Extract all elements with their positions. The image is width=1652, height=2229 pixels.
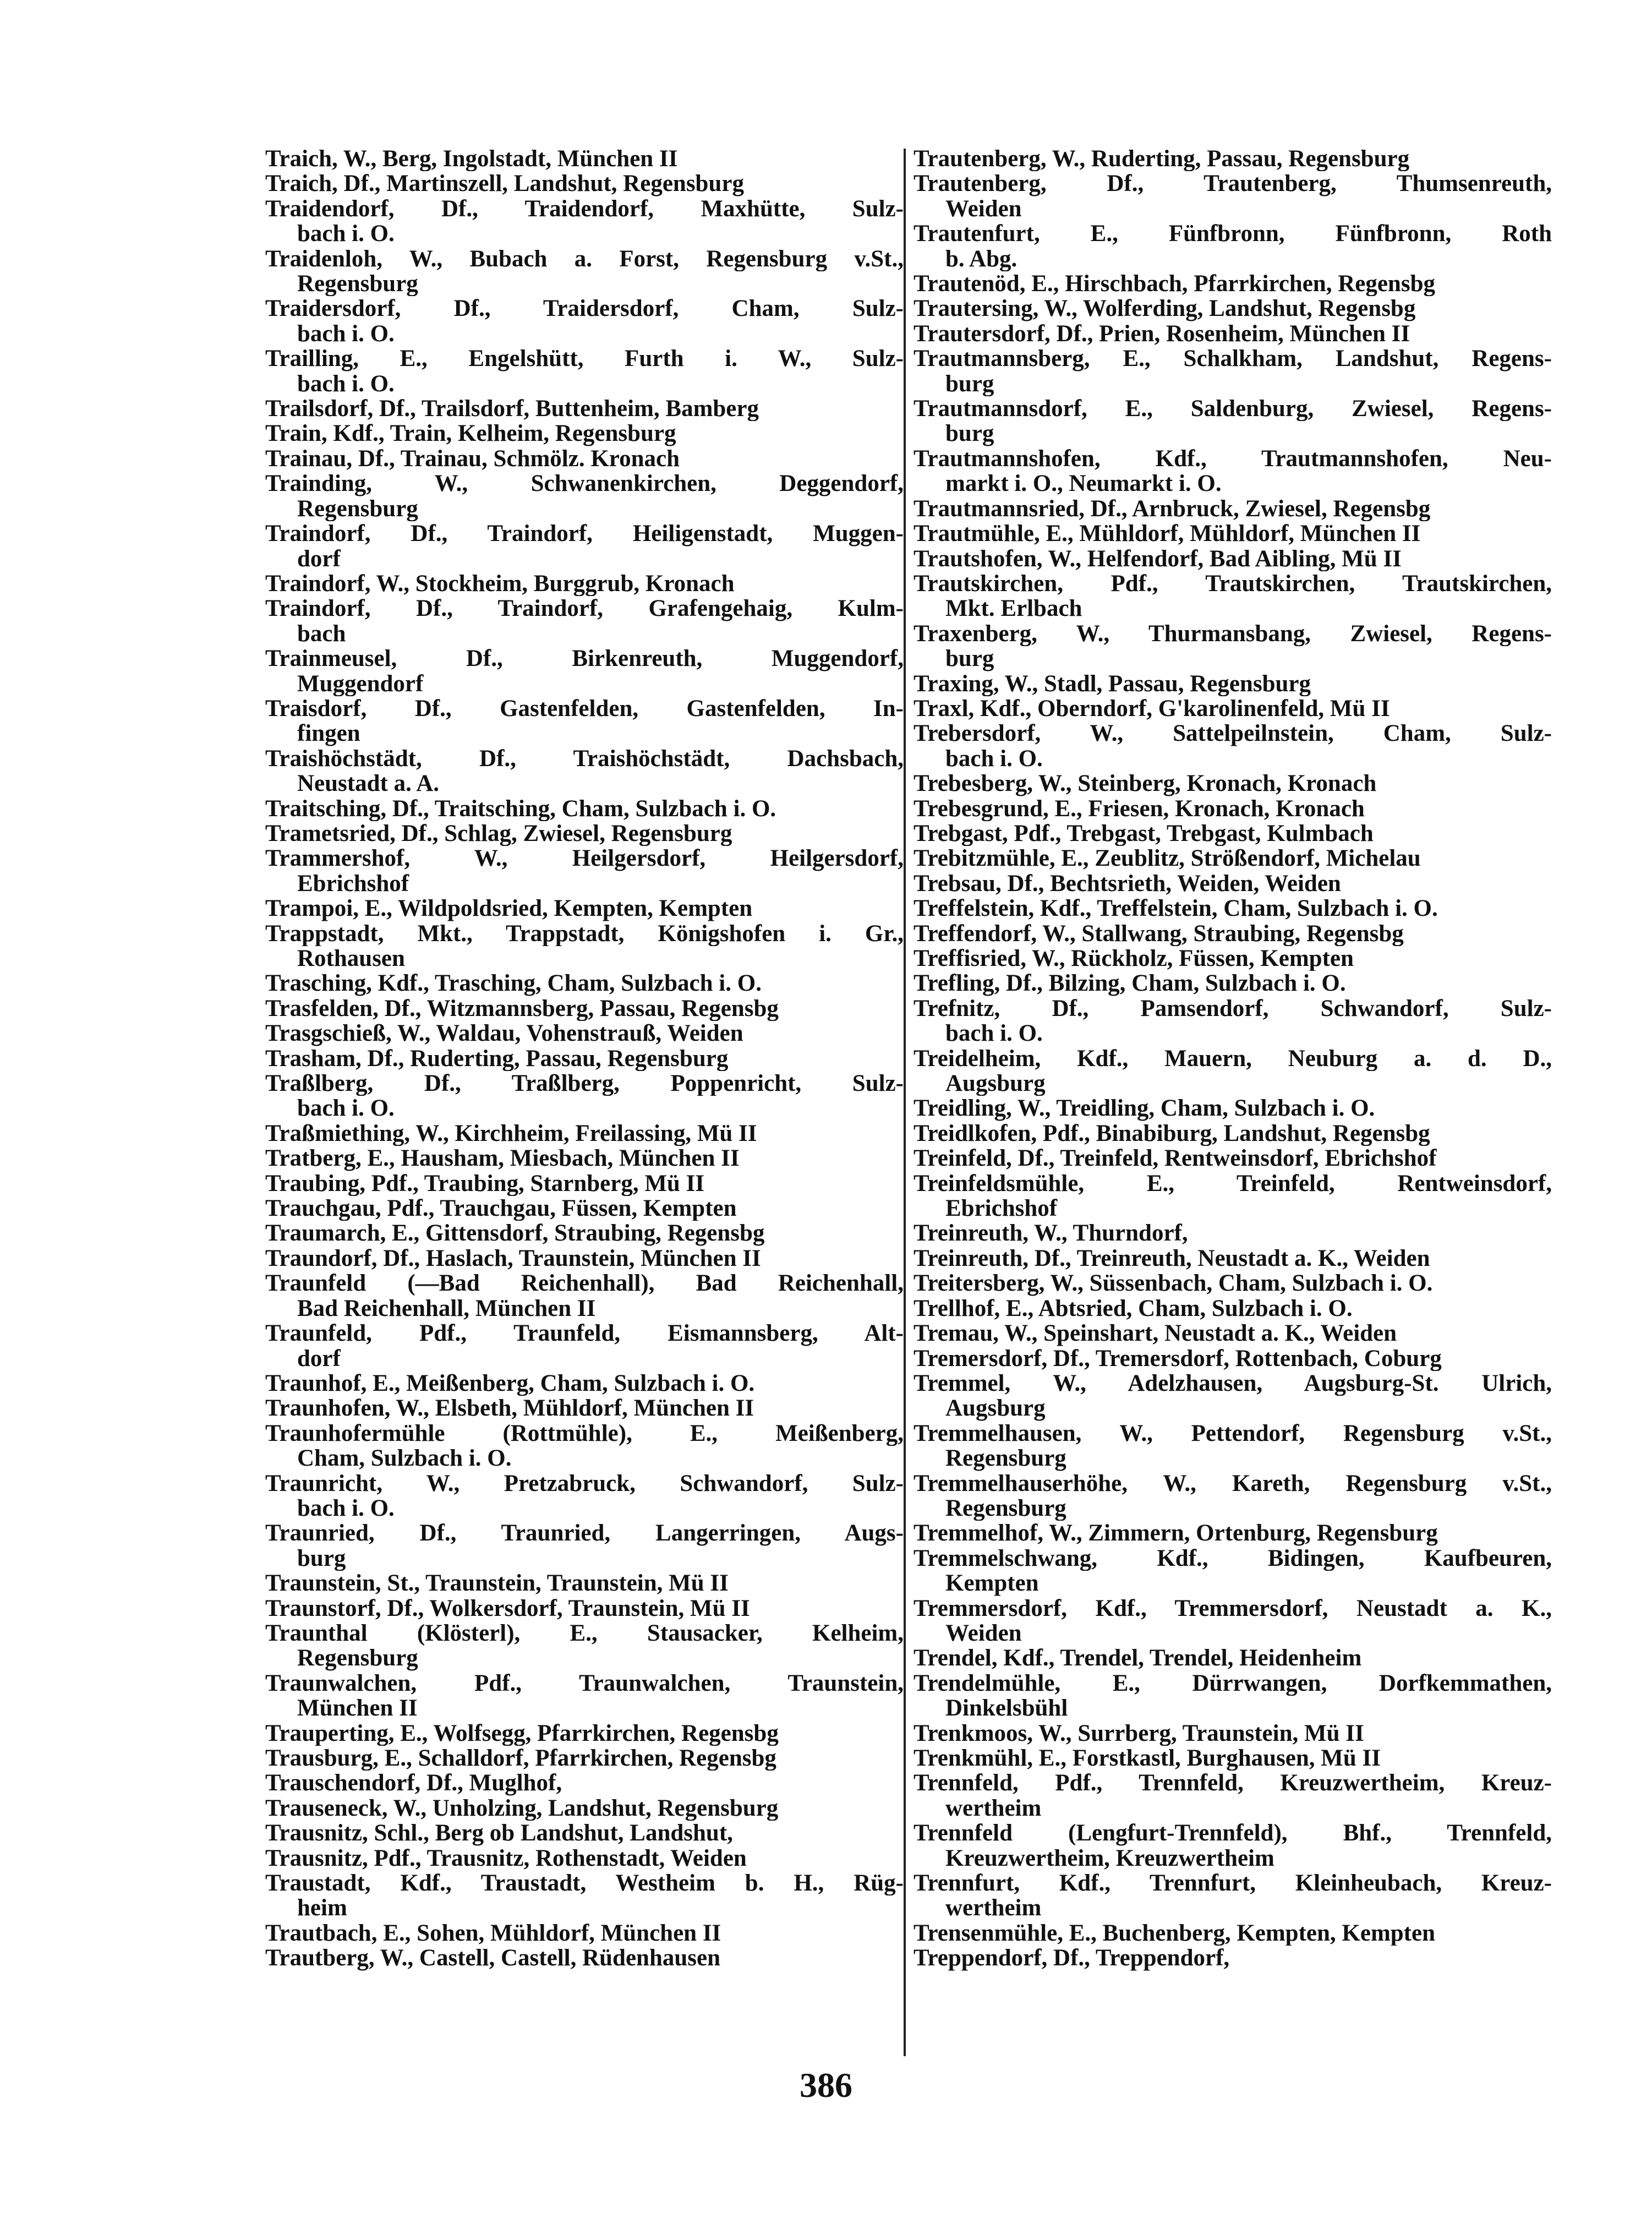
entry-line: Trappstadt, Mkt., Trappstadt, Königshofen i. Gr., [265,921,904,946]
gazetteer-entry [265,346,904,396]
gazetteer-entry [265,196,904,247]
entry-line: Traindorf, W., Stockheim, Burggrub, Kronach [265,571,735,597]
gazetteer-entry [265,1021,904,1046]
gazetteer-entry [265,1671,904,1721]
gazetteer-entry [913,1146,1552,1171]
entry-line: Traxl, Kdf., Oberndorf, G'karolinenfeld, Mü II [913,696,1390,722]
gazetteer-entry [265,521,904,571]
entry-line: Treinfeld, Df., Treinfeld, Rentweinsdorf, Ebrichshof [913,1146,1437,1171]
entry-continuation-line: Ebrichshof [945,1196,1058,1221]
entry-line: Trausnitz, Schl., Berg ob Landshut, Landshut, [265,1821,733,1846]
entry-continuation-line: bach [297,621,346,647]
entry-continuation-line: bach i. O. [297,1096,395,1121]
gazetteer-entry [913,971,1552,996]
gazetteer-entry [265,1946,904,1970]
gazetteer-entry [913,346,1552,396]
gazetteer-entry [913,321,1552,346]
gazetteer-entry [265,996,904,1021]
gazetteer-entry [265,1121,904,1146]
gazetteer-entry [265,696,904,746]
entry-line: Trampoi, E., Wildpoldsried, Kempten, Kempten [265,896,753,921]
gazetteer-entry [265,421,904,446]
entry-continuation-line: bach i. O. [297,321,395,347]
entry-line: Traunfeld, Pdf., Traunfeld, Eismannsberg, Alt- [265,1321,904,1346]
gazetteer-entry [265,247,904,297]
entry-line: Treffendorf, W., Stallwang, Straubing, Regensbg [913,921,1404,946]
entry-line: Trautmannsried, Df., Arnbruck, Zwiesel, Regensbg [913,496,1431,522]
entry-continuation-line: Kempten [945,1571,1039,1596]
entry-continuation-line: Augsburg [945,1396,1046,1421]
entry-continuation-line: Dinkelsbühl [945,1696,1068,1721]
entry-line: Tremmelschwang, Kdf., Bidingen, Kaufbeuren, [913,1545,1552,1571]
entry-line: Traich, Df., Martinszell, Landshut, Regensburg [265,171,744,196]
entry-continuation-line: wertheim [945,1895,1042,1921]
entry-line: Trenkmühl, E., Forstkastl, Burghausen, Mü II [913,1746,1381,1771]
entry-line: Trainding, W., Schwanenkirchen, Deggendorf, [265,471,904,496]
gazetteer-entry [265,1221,904,1245]
entry-line: Trausburg, E., Schalldorf, Pfarrkirchen, Regensbg [265,1746,776,1771]
gazetteer-entry [265,1421,904,1471]
gazetteer-entry [913,671,1552,696]
entry-continuation-line: burg [297,1545,346,1571]
entry-line: Tremmelhausen, W., Pettendorf, Regensburg v.St., [913,1421,1552,1446]
entry-line: Trendelmühle, E., Dürrwangen, Dorfkemmathen, [913,1670,1552,1696]
gazetteer-entry [913,1521,1552,1545]
entry-line: Trefling, Df., Bilzing, Cham, Sulzbach i. O. [913,971,1346,996]
entry-line: Traidendorf, Df., Traidendorf, Maxhütte, Sulz- [265,196,904,222]
gazetteer-entry [913,1821,1552,1871]
entry-continuation-line: Regensburg [945,1495,1066,1521]
gazetteer-entry [265,471,904,521]
gazetteer-entry [913,1221,1552,1245]
entry-line: Tratberg, E., Hausham, Miesbach, München II [265,1146,740,1171]
entry-line: Trebesgrund, E., Friesen, Kronach, Kronach [913,796,1365,821]
gazetteer-entry [265,1371,904,1396]
entry-line: Traundorf, Df., Haslach, Traunstein, München II [265,1245,761,1271]
entry-line: Trametsried, Df., Schlag, Zwiesel, Regensburg [265,821,732,846]
gazetteer-entry [913,1671,1552,1721]
entry-line: Trauseneck, W., Unholzing, Landshut, Regensburg [265,1795,779,1821]
gazetteer-entry [913,621,1552,671]
gazetteer-entry [913,1271,1552,1296]
entry-line: Treinreuth, W., Thurndorf, [913,1221,1188,1246]
entry-line: Traindorf, Df., Traindorf, Grafengehaig, Kulm- [265,596,904,621]
gazetteer-entry [913,146,1552,171]
entry-line: Trebesberg, W., Steinberg, Kronach, Kronach [913,771,1377,796]
gazetteer-entry [913,871,1552,896]
gazetteer-entry [265,146,904,171]
entry-line: Train, Kdf., Train, Kelheim, Regensburg [265,421,676,446]
entry-line: Treinreuth, Df., Treinreuth, Neustadt a. K., Weiden [913,1245,1430,1271]
gazetteer-entry [265,1046,904,1071]
entry-continuation-line: Mkt. Erlbach [945,596,1082,621]
gazetteer-entry [913,1046,1552,1096]
entry-line: Trensenmühle, E., Buchenberg, Kempten, Kempten [913,1920,1435,1946]
gazetteer-entry [913,696,1552,721]
gazetteer-entry [913,1946,1552,1970]
entry-continuation-line: Muggendorf [297,671,424,696]
gazetteer-entry [265,1271,904,1321]
entry-line: Trefnitz, Df., Pamsendorf, Schwandorf, Sulz- [913,996,1552,1021]
entry-continuation-line: bach i. O. [945,746,1043,772]
entry-continuation-line: bach i. O. [297,221,395,247]
entry-continuation-line: burg [945,646,994,671]
gazetteer-entry [265,1796,904,1821]
entry-line: Tremmelhof, W., Zimmern, Ortenburg, Regensburg [913,1521,1438,1546]
entry-line: Trebitzmühle, E., Zeublitz, Strößendorf, Michelau [913,846,1421,871]
entry-line: Trautmühle, E., Mühldorf, Mühldorf, München II [913,521,1421,547]
entry-line: Treidelheim, Kdf., Mauern, Neuburg a. d. D., [913,1046,1552,1072]
gazetteer-entry [265,171,904,196]
gazetteer-entry [913,771,1552,796]
entry-line: Trautenfurt, E., Fünfbronn, Fünfbronn, Roth [913,221,1552,247]
gazetteer-entry [913,796,1552,821]
entry-line: Traunhofen, W., Elsbeth, Mühldorf, München II [265,1396,754,1421]
column-divider [904,149,906,2056]
entry-line: Trautmannshofen, Kdf., Trautmannshofen, Neu- [913,446,1552,472]
gazetteer-entry [913,571,1552,621]
gazetteer-entry [265,1846,904,1871]
gazetteer-entry [913,496,1552,521]
entry-line: Treinfeldsmühle, E., Treinfeld, Rentweinsdorf, [913,1171,1552,1197]
entry-line: Treidling, W., Treidling, Cham, Sulzbach i. O. [913,1096,1375,1121]
entry-continuation-line: heim [297,1895,347,1921]
gazetteer-entry [265,1571,904,1596]
entry-line: Trautshofen, W., Helfendorf, Bad Aibling, Mü II [913,546,1402,571]
entry-line: Traisdorf, Df., Gastenfelden, Gastenfelden, In- [265,696,904,722]
left-column [265,146,904,1971]
gazetteer-entry [265,296,904,346]
entry-line: Trainmeusel, Df., Birkenreuth, Muggendorf, [265,646,904,671]
page-number: 386 [800,2066,852,2105]
gazetteer-entry [913,1121,1552,1146]
entry-line: Treidlkofen, Pdf., Binabiburg, Landshut, Regensbg [913,1121,1430,1146]
entry-line: Trautmannsberg, E., Schalkham, Landshut, Regens- [913,346,1552,372]
gazetteer-entry [265,596,904,646]
gazetteer-entry [265,1321,904,1371]
gazetteer-entry [265,1821,904,1845]
gazetteer-entry [913,1646,1552,1670]
entry-line: Trailsdorf, Df., Trailsdorf, Buttenheim, Bamberg [265,396,759,422]
gazetteer-entry [265,446,904,471]
entry-line: Trausnitz, Pdf., Trausnitz, Rothenstadt, Weiden [265,1845,747,1871]
entry-continuation-line: Neustadt a. A. [297,771,440,796]
entry-continuation-line: bach i. O. [297,1495,395,1521]
entry-line: Trautenberg, W., Ruderting, Passau, Regensburg [913,146,1410,172]
entry-line: Trasching, Kdf., Trasching, Cham, Sulzbach i. O. [265,971,762,996]
entry-line: Treffisried, W., Rückholz, Füssen, Kempten [913,946,1354,971]
gazetteer-entry [265,1521,904,1571]
entry-line: Traßmiething, W., Kirchheim, Freilassing, Mü II [265,1121,757,1146]
gazetteer-entry [913,821,1552,846]
entry-continuation-line: burg [945,371,994,397]
entry-line: Treppendorf, Df., Treppendorf, [913,1946,1230,1971]
entry-line: Traunfeld (—Bad Reichenhall), Bad Reichenhall, [265,1271,904,1296]
entry-line: Traidenloh, W., Bubach a. Forst, Regensburg v.St., [265,246,904,272]
entry-continuation-line: Regensburg [297,496,418,522]
entry-line: Traunstorf, Df., Wolkersdorf, Traunstein, Mü II [265,1596,750,1621]
entry-line: Trainau, Df., Trainau, Schmölz. Kronach [265,446,680,472]
entry-line: Traunwalchen, Pdf., Traunwalchen, Traunstein, [265,1670,904,1696]
entry-line: Trammershof, W., Heilgersdorf, Heilgersdorf, [265,846,904,871]
gazetteer-entry [913,1321,1552,1346]
gazetteer-entry [913,271,1552,296]
right-column [913,146,1552,1971]
gazetteer-entry [265,1771,904,1795]
gazetteer-entry [265,1071,904,1121]
entry-continuation-line: Weiden [945,196,1022,222]
gazetteer-entry [265,896,904,921]
gazetteer-entry [913,896,1552,921]
entry-line: Trauschendorf, Df., Muglhof, [265,1771,562,1796]
gazetteer-entry [913,1096,1552,1121]
gazetteer-entry [913,547,1552,571]
gazetteer-entry [265,1721,904,1746]
entry-line: Trennfeld (Lengfurt-Trennfeld), Bhf., Trennfeld, [913,1821,1552,1846]
entry-line: Tremmersdorf, Kdf., Tremmersdorf, Neustadt a. K., [913,1596,1552,1621]
gazetteer-entry [913,1596,1552,1646]
entry-continuation-line: Cham, Sulzbach i. O. [297,1446,512,1471]
entry-continuation-line: markt i. O., Neumarkt i. O. [945,471,1222,496]
entry-line: Trautenöd, E., Hirschbach, Pfarrkirchen, Regensbg [913,271,1435,297]
entry-line: Traustadt, Kdf., Traustadt, Westheim b. H., Rüg- [265,1871,904,1896]
entry-line: Traxenberg, W., Thurmansbang, Zwiesel, Regens- [913,621,1552,647]
entry-line: Trellhof, E., Abtsried, Cham, Sulzbach i. O. [913,1296,1353,1321]
entry-line: Trautenberg, Df., Trautenberg, Thumsenreuth, [913,171,1552,196]
entry-line: Traich, W., Berg, Ingolstadt, München II [265,146,678,172]
gazetteer-entry [913,1746,1552,1771]
gazetteer-entry [913,1471,1552,1521]
entry-line: Tremau, W., Speinshart, Neustadt a. K., Weiden [913,1321,1397,1346]
entry-continuation-line: b. Abg. [945,246,1018,272]
gazetteer-entry [265,821,904,846]
entry-line: Trasgschieß, W., Waldau, Vohenstrauß, Weiden [265,1021,743,1046]
entry-line: Trasfelden, Df., Witzmannsberg, Passau, Regensbg [265,996,779,1021]
entry-line: Traubing, Pdf., Traubing, Starnberg, Mü II [265,1171,705,1197]
entry-line: Trauperting, E., Wolfsegg, Pfarrkirchen, Regensbg [265,1720,779,1746]
entry-continuation-line: Regensburg [297,271,418,297]
gazetteer-entry [913,1921,1552,1946]
entry-continuation-line: dorf [297,546,341,571]
entry-continuation-line: burg [945,421,994,446]
entry-line: Traxing, W., Stadl, Passau, Regensburg [913,671,1311,696]
gazetteer-entry [913,1246,1552,1271]
entry-line: Traunhofermühle (Rottmühle), E., Meißenberg, [265,1421,904,1446]
entry-line: Trennfeld, Pdf., Trennfeld, Kreuzwertheim, Kreuz- [913,1771,1552,1796]
entry-line: Traunricht, W., Pretzabruck, Schwandorf, Sulz- [265,1471,904,1496]
gazetteer-entry [265,846,904,896]
entry-line: Traishöchstädt, Df., Traishöchstädt, Dachsbach, [265,746,904,772]
gazetteer-entry [913,1771,1552,1821]
gazetteer-entry [265,971,904,996]
gazetteer-entry [265,796,904,821]
entry-continuation-line: München II [297,1696,418,1721]
entry-continuation-line: fingen [297,721,360,746]
entry-continuation-line: Rothausen [297,946,405,971]
entry-continuation-line: bach i. O. [945,1021,1043,1046]
gazetteer-entry [913,721,1552,771]
gazetteer-entry [265,1146,904,1171]
entry-line: Traumarch, E., Gittensdorf, Straubing, Regensbg [265,1221,765,1246]
entry-continuation-line: Regensburg [297,1646,418,1671]
gazetteer-entry [265,1246,904,1271]
entry-line: Trenkmoos, W., Surrberg, Traunstein, Mü II [913,1720,1364,1746]
entry-continuation-line: Regensburg [945,1446,1066,1471]
gazetteer-entry [913,1296,1552,1321]
gazetteer-entry [265,1746,904,1771]
entry-line: Tremersdorf, Df., Tremersdorf, Rottenbach, Coburg [913,1346,1442,1371]
entry-line: Traindorf, Df., Traindorf, Heiligenstadt, Muggen- [265,521,904,547]
gazetteer-entry [913,221,1552,271]
gazetteer-entry [913,846,1552,871]
gazetteer-entry [265,396,904,421]
entry-line: Trauchgau, Pdf., Trauchgau, Füssen, Kempten [265,1196,737,1221]
gazetteer-entry [913,1421,1552,1471]
entry-line: Trasham, Df., Ruderting, Passau, Regensburg [265,1046,729,1072]
entry-line: Trautskirchen, Pdf., Trautskirchen, Trautskirchen, [913,571,1552,597]
entry-continuation-line: Bad Reichenhall, München II [297,1296,596,1321]
entry-line: Tremmel, W., Adelzhausen, Augsburg-St. Ulrich, [913,1370,1552,1396]
gazetteer-entry [265,571,904,596]
entry-line: Traidersdorf, Df., Traidersdorf, Cham, Sulz- [265,296,904,321]
gazetteer-entry [913,1871,1552,1921]
entry-continuation-line: Ebrichshof [297,871,409,897]
entry-line: Traunthal (Klösterl), E., Stausacker, Kelheim, [265,1620,904,1646]
entry-line: Traunhof, E., Meißenberg, Cham, Sulzbach i. O. [265,1370,755,1396]
gazetteer-entry [913,946,1552,971]
entry-line: Trendel, Kdf., Trendel, Trendel, Heidenheim [913,1646,1362,1671]
gazetteer-entry [913,1171,1552,1221]
gazetteer-entry [265,1921,904,1946]
entry-line: Trautmannsdorf, E., Saldenburg, Zwiesel, Regens- [913,396,1552,422]
gazetteer-entry [913,996,1552,1046]
gazetteer-entry [265,1171,904,1196]
entry-line: Traunried, Df., Traunried, Langerringen, Augs- [265,1521,904,1546]
gazetteer-entry [913,1346,1552,1371]
entry-line: Treitersberg, W., Süssenbach, Cham, Sulzbach i. O. [913,1271,1433,1296]
entry-line: Traßlberg, Df., Traßlberg, Poppenricht, Sulz- [265,1071,904,1096]
gazetteer-entry [913,1546,1552,1596]
gazetteer-entry [913,1371,1552,1421]
entry-line: Traitsching, Df., Traitsching, Cham, Sulzbach i. O. [265,796,776,821]
entry-continuation-line: Augsburg [945,1071,1046,1096]
entry-continuation-line: dorf [297,1346,341,1371]
entry-line: Trautersdorf, Df., Prien, Rosenheim, München II [913,321,1410,347]
entry-line: Trebsau, Df., Bechtsrieth, Weiden, Weiden [913,871,1341,897]
gazetteer-entry [265,1471,904,1521]
gazetteer-entry [913,921,1552,946]
entry-line: Trailling, E., Engelshütt, Furth i. W., Sulz- [265,346,904,372]
gazetteer-entry [265,1871,904,1921]
entry-line: Trautbach, E., Sohen, Mühldorf, München II [265,1920,721,1946]
gazetteer-entry [265,1596,904,1621]
gazetteer-entry [265,1196,904,1221]
gazetteer-entry [913,396,1552,446]
gazetteer-entry [913,296,1552,321]
gazetteer-entry [913,171,1552,221]
gazetteer-entry [913,446,1552,496]
gazetteer-entry [913,1721,1552,1746]
gazetteer-entry [265,746,904,796]
entry-continuation-line: bach i. O. [297,371,395,397]
entry-line: Trennfurt, Kdf., Trennfurt, Kleinheubach, Kreuz- [913,1871,1552,1896]
entry-line: Tremmelhauserhöhe, W., Kareth, Regensburg v.St., [913,1471,1552,1496]
entry-line: Trebersdorf, W., Sattelpeilnstein, Cham, Sulz- [913,721,1552,746]
entry-continuation-line: Kreuzwertheim, Kreuzwertheim [945,1845,1274,1871]
entry-continuation-line: wertheim [945,1795,1042,1821]
gazetteer-entry [265,1396,904,1421]
gazetteer-entry [265,921,904,971]
entry-line: Trautberg, W., Castell, Castell, Rüdenhausen [265,1946,721,1971]
gazetteer-entry [913,521,1552,546]
gazetteer-entry [265,646,904,696]
entry-line: Traunstein, St., Traunstein, Traunstein, Mü II [265,1571,729,1596]
entry-line: Trautersing, W., Wolferding, Landshut, Regensbg [913,296,1416,321]
gazetteer-entry [265,1621,904,1671]
entry-line: Treffelstein, Kdf., Treffelstein, Cham, Sulzbach i. O. [913,896,1438,921]
entry-line: Trebgast, Pdf., Trebgast, Trebgast, Kulmbach [913,821,1374,846]
entry-continuation-line: Weiden [945,1620,1022,1646]
